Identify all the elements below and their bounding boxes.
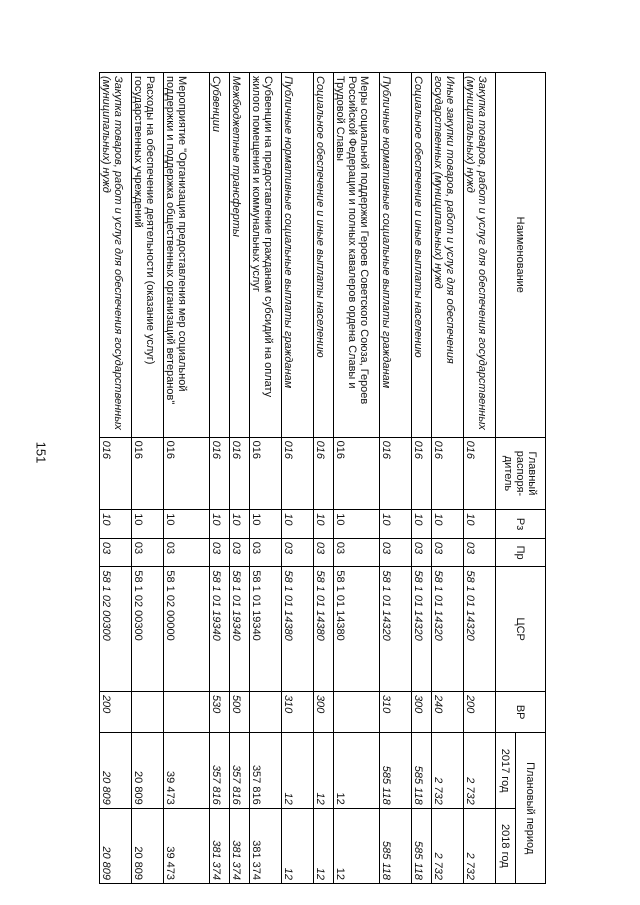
row-2018: 585 118 bbox=[380, 808, 412, 883]
row-2017: 2 732 bbox=[464, 733, 496, 808]
table-row bbox=[100, 73, 132, 884]
row-2017: 12 bbox=[314, 733, 334, 808]
row-admin: 016 bbox=[282, 437, 314, 510]
row-csr: 58 1 01 14320 bbox=[464, 567, 496, 692]
row-name: Субвенции на предоставление гражданам субсидий на оплату жилого помещения и коммунальных услуг bbox=[250, 73, 282, 438]
row-csr: 58 1 01 19340 bbox=[250, 567, 282, 692]
row-csr: 58 1 01 19340 bbox=[230, 567, 250, 692]
table-row bbox=[132, 73, 164, 884]
row-2018: 381 374 bbox=[230, 808, 250, 883]
row-name: Социальное обеспечение и иные выплаты населению bbox=[412, 73, 432, 438]
row-2018: 39 473 bbox=[164, 808, 210, 883]
row-rz: 10 bbox=[100, 510, 132, 539]
row-admin: 016 bbox=[132, 437, 164, 510]
row-pr: 03 bbox=[164, 538, 210, 567]
row-name: Закупка товаров, работ и услуг для обеспечения государственных (муниципальных) нужд bbox=[464, 73, 496, 438]
header-year-2017: 2017 год bbox=[496, 733, 516, 808]
table-row bbox=[230, 73, 250, 884]
table-row bbox=[412, 73, 432, 884]
row-2017: 12 bbox=[282, 733, 314, 808]
row-rz: 10 bbox=[164, 510, 210, 539]
row-rz: 10 bbox=[334, 510, 380, 539]
table-row bbox=[164, 73, 210, 884]
row-name: Иные закупки товаров, работ и услуг для обеспечения государственных (муниципальных) нужд bbox=[432, 73, 464, 438]
row-rz: 10 bbox=[432, 510, 464, 539]
row-admin: 016 bbox=[380, 437, 412, 510]
row-2017: 2 732 bbox=[432, 733, 464, 808]
row-2018: 20 809 bbox=[100, 808, 132, 883]
row-pr: 03 bbox=[314, 538, 334, 567]
header-rz: Рз bbox=[496, 510, 546, 539]
row-csr: 58 1 01 14320 bbox=[432, 567, 464, 692]
row-admin: 016 bbox=[334, 437, 380, 510]
row-2018: 12 bbox=[282, 808, 314, 883]
row-vr: 300 bbox=[412, 691, 432, 733]
table-row bbox=[282, 73, 314, 884]
row-vr bbox=[250, 691, 282, 733]
row-pr: 03 bbox=[412, 538, 432, 567]
row-rz: 10 bbox=[250, 510, 282, 539]
row-2018: 12 bbox=[334, 808, 380, 883]
header-csr: ЦСР bbox=[496, 567, 546, 692]
row-rz: 10 bbox=[132, 510, 164, 539]
row-2018: 12 bbox=[314, 808, 334, 883]
table-row bbox=[380, 73, 412, 884]
row-rz: 10 bbox=[314, 510, 334, 539]
row-vr bbox=[164, 691, 210, 733]
row-2018: 2 732 bbox=[464, 808, 496, 883]
row-pr: 03 bbox=[230, 538, 250, 567]
row-name: Субвенции bbox=[210, 73, 230, 438]
row-vr: 310 bbox=[380, 691, 412, 733]
row-2017: 357 816 bbox=[250, 733, 282, 808]
row-admin: 016 bbox=[164, 437, 210, 510]
header-row-1 bbox=[516, 73, 546, 884]
row-2017: 357 816 bbox=[230, 733, 250, 808]
row-pr: 03 bbox=[100, 538, 132, 567]
row-admin: 016 bbox=[210, 437, 230, 510]
row-2017: 39 473 bbox=[164, 733, 210, 808]
row-2018: 20 809 bbox=[132, 808, 164, 883]
row-csr: 58 1 02 00300 bbox=[132, 567, 164, 692]
row-name: Публичные нормативные социальные выплаты гражданам bbox=[282, 73, 314, 438]
row-vr: 310 bbox=[282, 691, 314, 733]
row-pr: 03 bbox=[380, 538, 412, 567]
row-csr: 58 1 01 19340 bbox=[210, 567, 230, 692]
row-pr: 03 bbox=[250, 538, 282, 567]
row-csr: 58 1 01 14380 bbox=[282, 567, 314, 692]
budget-table-container bbox=[100, 72, 546, 884]
row-pr: 03 bbox=[334, 538, 380, 567]
row-rz: 10 bbox=[210, 510, 230, 539]
row-2017: 12 bbox=[334, 733, 380, 808]
row-name: Мероприятие "Организация предоставления мер социальной поддержки и поддержка общественных организаций ветеранов" bbox=[164, 73, 210, 438]
row-rz: 10 bbox=[412, 510, 432, 539]
row-csr: 58 1 01 14380 bbox=[314, 567, 334, 692]
page-number: 151 bbox=[33, 441, 49, 464]
row-admin: 016 bbox=[464, 437, 496, 510]
table-row bbox=[464, 73, 496, 884]
row-pr: 03 bbox=[432, 538, 464, 567]
row-2017: 20 809 bbox=[132, 733, 164, 808]
row-admin: 016 bbox=[412, 437, 432, 510]
row-2018: 2 732 bbox=[432, 808, 464, 883]
row-name: Расходы на обеспечение деятельности (оказание услуг) государственных учреждений bbox=[132, 73, 164, 438]
header-name: Наименование bbox=[496, 73, 546, 438]
row-pr: 03 bbox=[210, 538, 230, 567]
table-row bbox=[314, 73, 334, 884]
budget-table bbox=[99, 72, 546, 884]
row-rz: 10 bbox=[380, 510, 412, 539]
row-vr: 530 bbox=[210, 691, 230, 733]
row-vr: 200 bbox=[464, 691, 496, 733]
row-vr bbox=[334, 691, 380, 733]
table-row bbox=[334, 73, 380, 884]
row-vr: 300 bbox=[314, 691, 334, 733]
row-csr: 58 1 02 00000 bbox=[164, 567, 210, 692]
row-pr: 03 bbox=[282, 538, 314, 567]
row-pr: 03 bbox=[132, 538, 164, 567]
header-admin: Главный распоря-дитель bbox=[496, 437, 546, 510]
row-vr: 200 bbox=[100, 691, 132, 733]
row-2018: 381 374 bbox=[210, 808, 230, 883]
row-pr: 03 bbox=[464, 538, 496, 567]
row-2018: 585 118 bbox=[412, 808, 432, 883]
row-admin: 016 bbox=[250, 437, 282, 510]
row-name: Закупка товаров, работ и услуг для обеспечения государственных (муниципальных) нужд bbox=[100, 73, 132, 438]
row-rz: 10 bbox=[282, 510, 314, 539]
row-csr: 58 1 01 14320 bbox=[380, 567, 412, 692]
table-row bbox=[250, 73, 282, 884]
row-csr: 58 1 01 14320 bbox=[412, 567, 432, 692]
header-pr: Пр bbox=[496, 538, 546, 567]
row-admin: 016 bbox=[432, 437, 464, 510]
row-admin: 016 bbox=[314, 437, 334, 510]
row-name: Публичные нормативные социальные выплаты гражданам bbox=[380, 73, 412, 438]
table-row bbox=[432, 73, 464, 884]
row-rz: 10 bbox=[230, 510, 250, 539]
row-name: Межбюджетные трансферты bbox=[230, 73, 250, 438]
row-vr: 240 bbox=[432, 691, 464, 733]
table-body bbox=[100, 73, 496, 884]
row-2017: 357 816 bbox=[210, 733, 230, 808]
row-name: Социальное обеспечение и иные выплаты населению bbox=[314, 73, 334, 438]
table-row bbox=[210, 73, 230, 884]
row-csr: 58 1 02 00300 bbox=[100, 567, 132, 692]
header-plan-period: Плановый период bbox=[516, 733, 546, 884]
row-admin: 016 bbox=[230, 437, 250, 510]
row-vr: 500 bbox=[230, 691, 250, 733]
row-2017: 20 809 bbox=[100, 733, 132, 808]
row-2018: 381 374 bbox=[250, 808, 282, 883]
row-2017: 585 118 bbox=[380, 733, 412, 808]
row-2017: 585 118 bbox=[412, 733, 432, 808]
row-vr bbox=[132, 691, 164, 733]
header-year-2018: 2018 год bbox=[496, 808, 516, 883]
row-admin: 016 bbox=[100, 437, 132, 510]
row-rz: 10 bbox=[464, 510, 496, 539]
row-csr: 58 1 01 14380 bbox=[334, 567, 380, 692]
header-vr: ВР bbox=[496, 691, 546, 733]
row-name: Меры социальной поддержки Героев Советского Союза, Героев Российской Федерации и полных кавалеров ордена Славы и Трудовой Славы bbox=[334, 73, 380, 438]
